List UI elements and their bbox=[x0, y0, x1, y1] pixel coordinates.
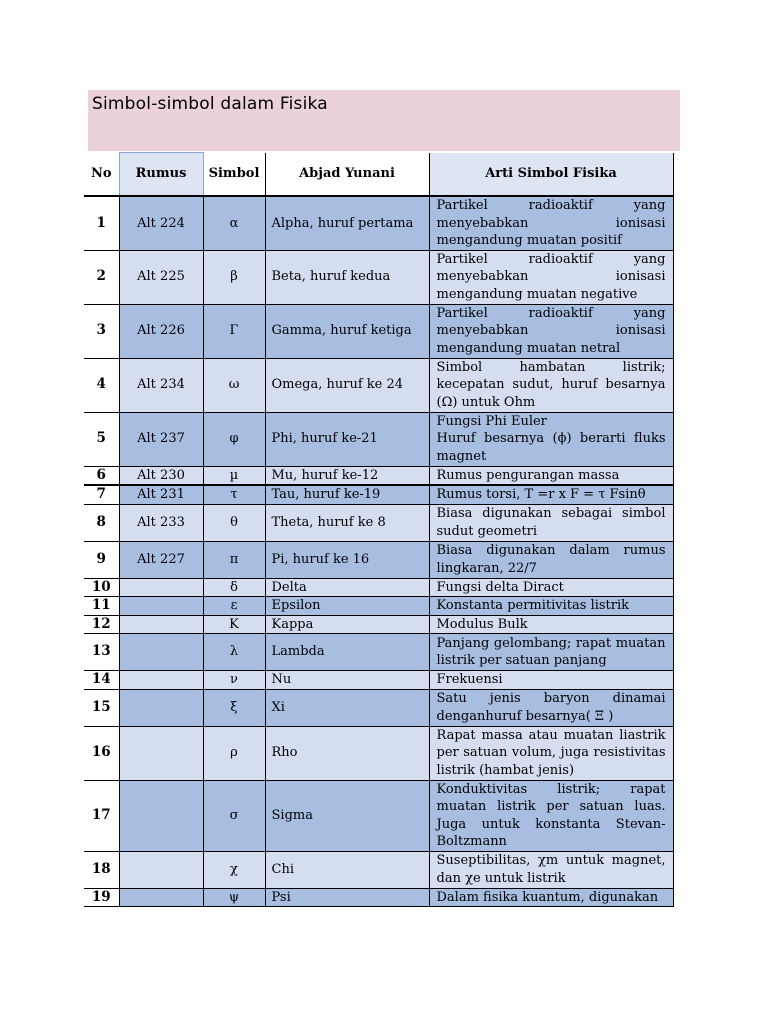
row-rumus: Alt 226 bbox=[119, 304, 203, 358]
header-abjad: Abjad Yunani bbox=[265, 153, 429, 197]
row-rumus bbox=[119, 615, 203, 634]
row-simbol: α bbox=[203, 196, 265, 250]
row-rumus: Alt 231 bbox=[119, 485, 203, 504]
row-number: 19 bbox=[84, 888, 119, 907]
table-row bbox=[84, 466, 673, 485]
table-row bbox=[84, 250, 673, 304]
row-arti-simbol: Partikel radioaktif yang menyebabkan ionisasi mengandung muatan positif bbox=[429, 196, 673, 250]
table-row bbox=[84, 541, 673, 578]
row-simbol: σ bbox=[203, 780, 265, 851]
row-simbol: φ bbox=[203, 412, 265, 466]
row-rumus: Alt 234 bbox=[119, 358, 203, 412]
table-row bbox=[84, 485, 673, 504]
row-arti-simbol: Frekuensi bbox=[429, 671, 673, 690]
table-row bbox=[84, 412, 673, 466]
row-number: 17 bbox=[84, 780, 119, 851]
row-arti-simbol: Partikel radioaktif yang menyebabkan ionisasi mengandung muatan negative bbox=[429, 250, 673, 304]
row-abjad-yunani: Psi bbox=[265, 888, 429, 907]
row-arti-simbol: Dalam fisika kuantum, digunakan bbox=[429, 888, 673, 907]
row-simbol: Κ bbox=[203, 615, 265, 634]
row-number: 3 bbox=[84, 304, 119, 358]
row-number: 4 bbox=[84, 358, 119, 412]
row-rumus: Alt 233 bbox=[119, 504, 203, 541]
row-simbol: θ bbox=[203, 504, 265, 541]
row-simbol: ε bbox=[203, 597, 265, 616]
header-rumus: Rumus bbox=[119, 153, 203, 197]
row-number: 13 bbox=[84, 634, 119, 671]
row-rumus bbox=[119, 888, 203, 907]
row-arti-simbol: Simbol hambatan listrik; kecepatan sudut, huruf besarnya (Ω) untuk Ohm bbox=[429, 358, 673, 412]
row-rumus bbox=[119, 634, 203, 671]
row-arti-simbol: Konstanta permitivitas listrik bbox=[429, 597, 673, 616]
row-abjad-yunani: Pi, huruf ke 16 bbox=[265, 541, 429, 578]
row-number: 16 bbox=[84, 726, 119, 780]
row-arti-simbol: Rumus pengurangan massa bbox=[429, 466, 673, 485]
row-simbol: χ bbox=[203, 851, 265, 888]
row-abjad-yunani: Tau, huruf ke-19 bbox=[265, 485, 429, 504]
row-simbol: δ bbox=[203, 578, 265, 597]
table-row bbox=[84, 671, 673, 690]
table-row bbox=[84, 578, 673, 597]
row-arti-simbol: Fungsi delta Diract bbox=[429, 578, 673, 597]
table-row bbox=[84, 634, 673, 671]
row-rumus bbox=[119, 689, 203, 726]
row-simbol: β bbox=[203, 250, 265, 304]
row-abjad-yunani: Alpha, huruf pertama bbox=[265, 196, 429, 250]
row-abjad-yunani: Phi, huruf ke-21 bbox=[265, 412, 429, 466]
row-arti-simbol: Fungsi Phi Euler Huruf besarnya (ϕ) berarti fluks magnet bbox=[429, 412, 673, 466]
row-rumus: Alt 227 bbox=[119, 541, 203, 578]
table-header-row bbox=[84, 153, 673, 197]
title-band bbox=[88, 90, 680, 151]
row-rumus: Alt 225 bbox=[119, 250, 203, 304]
row-rumus bbox=[119, 671, 203, 690]
row-number: 7 bbox=[84, 485, 119, 504]
row-arti-simbol: Biasa digunakan sebagai simbol sudut geometri bbox=[429, 504, 673, 541]
row-simbol: π bbox=[203, 541, 265, 578]
row-abjad-yunani: Kappa bbox=[265, 615, 429, 634]
table-row bbox=[84, 851, 673, 888]
table-row bbox=[84, 304, 673, 358]
table-body bbox=[84, 196, 673, 907]
row-rumus bbox=[119, 597, 203, 616]
row-number: 8 bbox=[84, 504, 119, 541]
header-simbol: Simbol bbox=[203, 153, 265, 197]
row-number: 18 bbox=[84, 851, 119, 888]
row-number: 14 bbox=[84, 671, 119, 690]
row-simbol: λ bbox=[203, 634, 265, 671]
row-number: 15 bbox=[84, 689, 119, 726]
row-arti-simbol: Partikel radioaktif yang menyebabkan ionisasi mengandung muatan netral bbox=[429, 304, 673, 358]
row-number: 1 bbox=[84, 196, 119, 250]
row-number: 9 bbox=[84, 541, 119, 578]
row-abjad-yunani: Omega, huruf ke 24 bbox=[265, 358, 429, 412]
row-simbol: µ bbox=[203, 466, 265, 485]
row-rumus: Alt 237 bbox=[119, 412, 203, 466]
row-simbol: ξ bbox=[203, 689, 265, 726]
row-rumus: Alt 224 bbox=[119, 196, 203, 250]
row-rumus bbox=[119, 851, 203, 888]
row-abjad-yunani: Lambda bbox=[265, 634, 429, 671]
row-abjad-yunani: Chi bbox=[265, 851, 429, 888]
table-row bbox=[84, 689, 673, 726]
row-arti-simbol: Rumus torsi, T =r x F = τ Fsinθ bbox=[429, 485, 673, 504]
row-number: 10 bbox=[84, 578, 119, 597]
row-simbol: Γ bbox=[203, 304, 265, 358]
row-abjad-yunani: Mu, huruf ke-12 bbox=[265, 466, 429, 485]
row-simbol: ψ bbox=[203, 888, 265, 907]
row-arti-simbol: Biasa digunakan dalam rumus lingkaran, 22/7 bbox=[429, 541, 673, 578]
row-number: 5 bbox=[84, 412, 119, 466]
header-arti: Arti Simbol Fisika bbox=[429, 153, 673, 197]
row-number: 11 bbox=[84, 597, 119, 616]
row-rumus bbox=[119, 780, 203, 851]
row-rumus bbox=[119, 726, 203, 780]
row-abjad-yunani: Beta, huruf kedua bbox=[265, 250, 429, 304]
page-title: Simbol-simbol dalam Fisika bbox=[92, 94, 328, 114]
row-abjad-yunani: Delta bbox=[265, 578, 429, 597]
row-arti-simbol: Konduktivitas listrik; rapat muatan listrik per satuan luas. Juga untuk konstanta Stevan-Boltzmann bbox=[429, 780, 673, 851]
table-row bbox=[84, 358, 673, 412]
table-row bbox=[84, 615, 673, 634]
table-row bbox=[84, 780, 673, 851]
header-no: No bbox=[84, 153, 119, 197]
row-abjad-yunani: Sigma bbox=[265, 780, 429, 851]
row-number: 2 bbox=[84, 250, 119, 304]
row-simbol: ω bbox=[203, 358, 265, 412]
table-row bbox=[84, 196, 673, 250]
row-arti-simbol: Panjang gelombang; rapat muatan listrik per satuan panjang bbox=[429, 634, 673, 671]
row-rumus: Alt 230 bbox=[119, 466, 203, 485]
row-arti-simbol: Suseptibilitas, χm untuk magnet, dan χe untuk listrik bbox=[429, 851, 673, 888]
row-abjad-yunani: Nu bbox=[265, 671, 429, 690]
table-row bbox=[84, 597, 673, 616]
table-row bbox=[84, 726, 673, 780]
row-abjad-yunani: Rho bbox=[265, 726, 429, 780]
row-number: 12 bbox=[84, 615, 119, 634]
row-abjad-yunani: Epsilon bbox=[265, 597, 429, 616]
row-abjad-yunani: Theta, huruf ke 8 bbox=[265, 504, 429, 541]
row-arti-simbol: Satu jenis baryon dinamai denganhuruf besarnya( Ξ ) bbox=[429, 689, 673, 726]
row-rumus bbox=[119, 578, 203, 597]
row-arti-simbol: Modulus Bulk bbox=[429, 615, 673, 634]
table-row bbox=[84, 888, 673, 907]
table-row bbox=[84, 504, 673, 541]
row-arti-simbol: Rapat massa atau muatan liastrik per satuan volum, juga resistivitas listrik (hambat jenis) bbox=[429, 726, 673, 780]
symbols-table bbox=[84, 152, 674, 907]
row-abjad-yunani: Xi bbox=[265, 689, 429, 726]
row-simbol: ρ bbox=[203, 726, 265, 780]
row-simbol: τ bbox=[203, 485, 265, 504]
row-abjad-yunani: Gamma, huruf ketiga bbox=[265, 304, 429, 358]
row-number: 6 bbox=[84, 466, 119, 485]
row-simbol: ν bbox=[203, 671, 265, 690]
